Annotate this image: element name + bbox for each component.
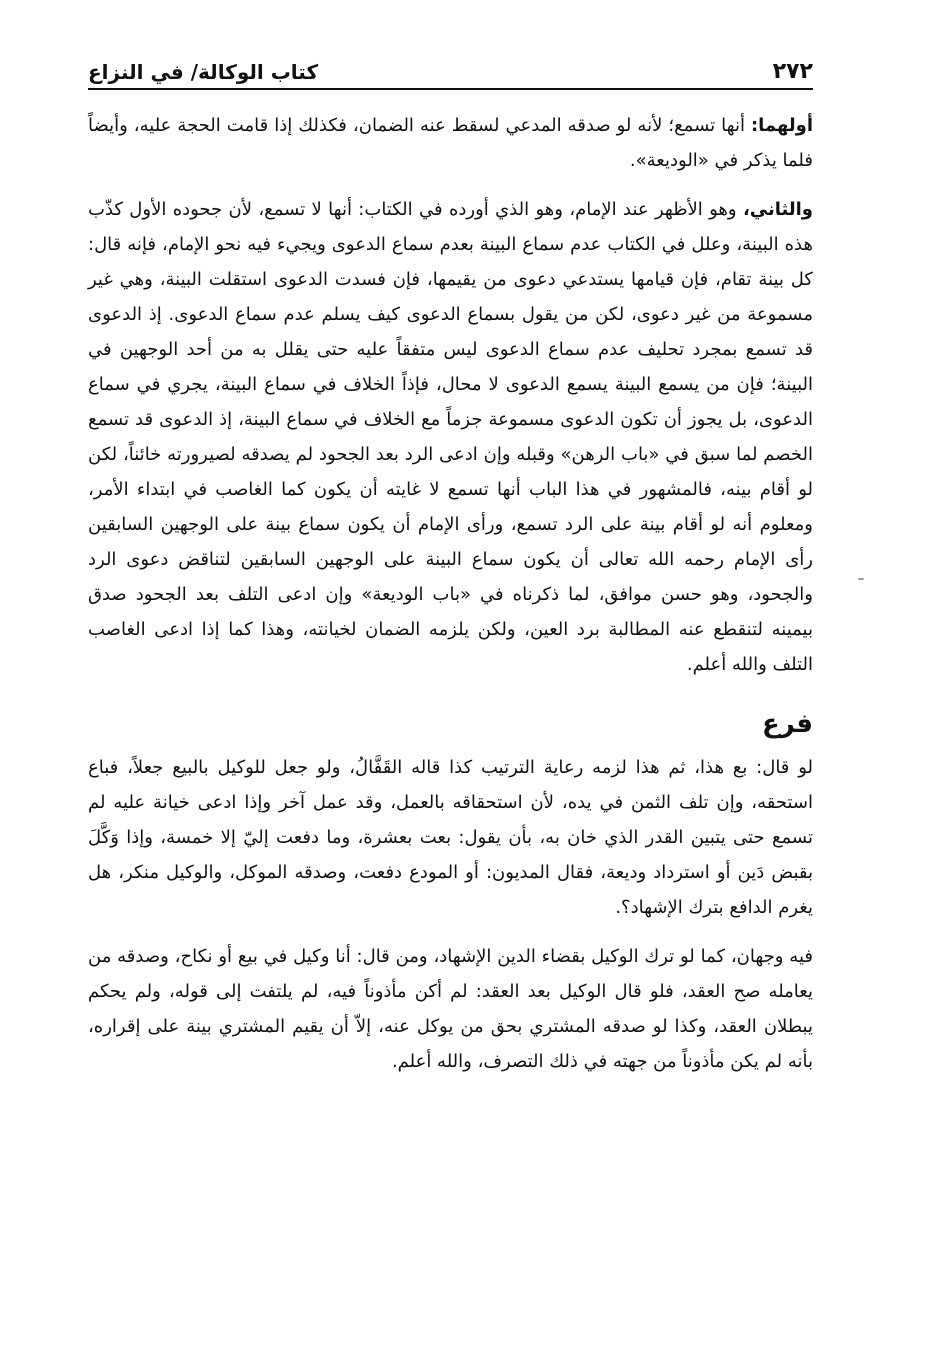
paragraph-text: وهو الأظهر عند الإمام، وهو الذي أورده في الكتاب: أنها لا تسمع، لأن جحوده الأول كذّب هذه البينة، وعلل في الكتاب عدم سماع البينة بعدم سماع الدعوى ويجيء فيه نحو الإمام، فإنه قال: كل بينة تقام، فإن قيامها يستدعي دعوى من يقيمها، فإن فسدت الدعوى استقلت البينة، وهي غير مسموعة من غير دعوى، لكن من يقول بسماع الدعوى كيف يسلم عدم سماع الدعوى. إذ الدعوى قد تسمع بمجرد تحليف عدم سماع الدعوى ليس متفقاً عليه حتى يقلل به من أحد الوجهين في البينة؛ فإن من يسمع البينة يسمع الدعوى لا محال، فإذاً الخلاف في سماع البينة، يجري في سماع الدعوى، بل يجوز أن تكون الدعوى مسموعة جزماً مع الخلاف في سماع البينة، إذ الدعوى قد تسمع الخصم لما سبق في «باب الرهن» وقبله وإن ادعى الرد بعد الجحود لم يصدقه لصيرورته خائناً، لكن لو أقام بينه، فالمشهور في هذا الباب أنها تسمع لا غايته أن يكون كما الغاصب في ابتداء الأمر، ومعلوم أنه لو أقام بينة على الرد تسمع، ورأى الإمام أن يكون سماع بينة على الوجهين السابقين رأى الإمام رحمه الله تعالى أن يكون سماع البينة على الوجهين السابقين لتناقض دعوى الرد والجحود، وهو حسن موافق، لما ذكرناه في «باب الوديعة» وإن ادعى التلف بعد الجحود صدق بيمينه لتنقطع عنه المطالبة برد العين، ولكن يلزمه الضمان لخيانته، وهذا كما إذا ادعى الغاصب التلف والله أعلم. [88, 199, 813, 675]
page-header [88, 48, 813, 90]
paragraph-lead: أولهما: [750, 115, 813, 136]
book-page [88, 48, 813, 1093]
branch-paragraph: فيه وجهان، كما لو ترك الوكيل بقضاء الدين الإشهاد، ومن قال: أنا وكيل في بيع أو نكاح، وصدقه من يعامله صح العقد، فلو قال الوكيل بعد العقد: لم أكن مأذوناً فيه، لم يلتفت إلى قوله، ولم يحكم يبطلان العقد، وكذا لو صدقه المشتري بحق من يوكل عنه، إلاّ أن يقيم المشتري بينة على إقراره، بأنه لم يكن مأذوناً من جهته في ذلك التصرف، والله أعلم. [88, 946, 813, 1072]
scan-speck [858, 578, 864, 580]
paragraph-lead: والثاني، [742, 199, 813, 220]
page-number: ٢٧٢ [772, 59, 813, 84]
section-heading: فرع [762, 709, 813, 739]
branch-paragraph: لو قال: بع هذا، ثم هذا لزمه رعاية الترتيب كذا قاله القَفَّالُ، ولو جعل للوكيل بالبيع جعلاً، فباع استحقه، وإن تلف الثمن في يده، لأن استحقاقه بالعمل، وقد عمل آخر وإذا ادعى خيانة عليه لم تسمع حتى يتبين القدر الذي خان به، بأن يقول: بعت بعشرة، وما دفعت إليّ إلا خمسة، وإذا وَكَّلَ بقبض دَين أو استرداد وديعة، فقال المديون: أو المودع دفعت، وصدقه الموكل، والوكيل منكر، هل يغرم الدافع بترك الإشهاد؟. [88, 757, 813, 918]
paragraph-first-opinion [88, 108, 813, 178]
running-title: كتاب الوكالة/ في النزاع [88, 60, 319, 84]
paragraph-text: أنها تسمع؛ لأنه لو صدقه المدعي لسقط عنه الضمان، فكذلك إذا قامت الحجة عليه، وأيضاً فلما يذكر في «الوديعة». [88, 115, 813, 171]
page-body [88, 108, 813, 1079]
paragraph-second-opinion [88, 192, 813, 682]
